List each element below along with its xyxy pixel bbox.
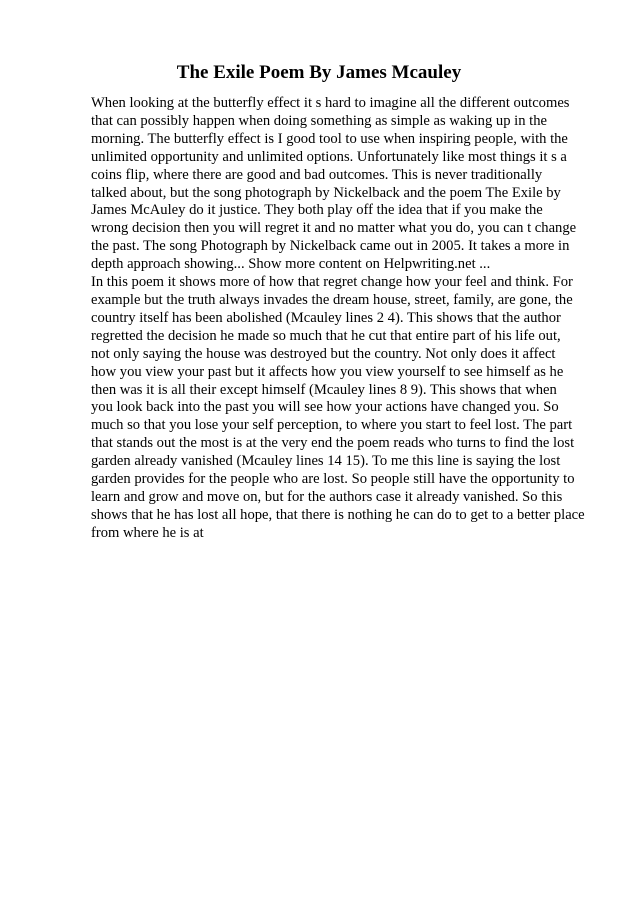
body-line: learn and grow and move on, but for the authors case it already vanished. So this <box>91 488 563 505</box>
body-line: how you view your past but it affects how you view yourself to see himself as he <box>91 363 564 380</box>
body-line: you look back into the past you will see how your actions have changed you. So <box>91 399 559 416</box>
body-line: When looking at the butterfly effect it s hard to imagine all the different outcomes <box>91 95 570 111</box>
body-line: that stands out the most is at the very end the poem reads who turns to find the lost <box>91 435 575 452</box>
document-title: The Exile Poem By James Mcauley <box>176 62 462 83</box>
body-line: garden already vanished (Mcauley lines 14 15). To me this line is saying the lost <box>91 453 561 470</box>
body-line: country itself has been abolished (Mcauley lines 2 4). This shows that the author <box>91 309 561 326</box>
body-line: James McAuley do it justice. They both play off the idea that if you make the <box>91 202 543 219</box>
body-line: garden provides for the people who are lost. So people still have the opportunity to <box>91 471 575 488</box>
body-line: unlimited opportunity and unlimited options. Unfortunately like most things it s a <box>91 148 567 165</box>
body-line: from where he is at <box>91 524 204 541</box>
body-line: that can possibly happen when doing something as simple as waking up in the <box>91 112 547 129</box>
document-body <box>91 95 591 543</box>
body-line: shows that he has lost all hope, that there is nothing he can do to get to a better place <box>91 506 585 523</box>
body-line: much so that you lose your self perception, to where you start to feel lost. The part <box>91 417 573 434</box>
body-line: coins flip, where there are good and bad outcomes. This is never traditionally <box>91 166 543 183</box>
body-line: then was it is all their except himself (Mcauley lines 8 9). This shows that when <box>91 381 557 398</box>
body-line: wrong decision then you will regret it and no matter what you do, you can t change <box>91 220 577 237</box>
body-line: In this poem it shows more of how that regret change how your feel and think. For <box>91 274 573 291</box>
body-line: the past. The song Photograph by Nickelback came out in 2005. It takes a more in <box>91 238 570 255</box>
body-line: not only saying the house was destroyed but the country. Not only does it affect <box>91 345 556 362</box>
body-line: talked about, but the song photograph by Nickelback and the poem The Exile by <box>91 184 561 201</box>
body-line: example but the truth always invades the dream house, street, family, are gone, the <box>91 291 573 308</box>
body-line: depth approach showing... Show more content on Helpwriting.net ... <box>91 256 491 273</box>
body-line: morning. The butterfly effect is I good tool to use when inspiring people, with the <box>91 130 568 147</box>
body-line: regretted the decision he made so much that he cut that entire part of his life out, <box>91 327 561 344</box>
